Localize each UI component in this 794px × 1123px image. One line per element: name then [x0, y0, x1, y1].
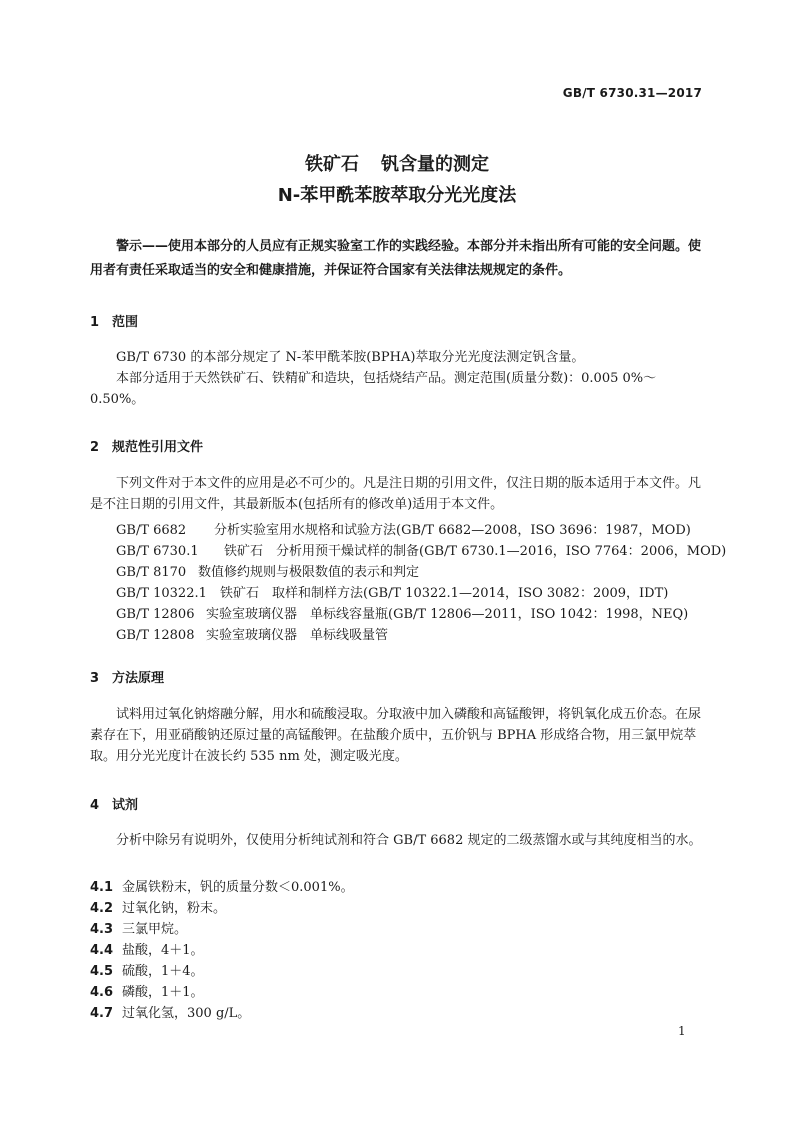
reference-title: 分析实验室用水规格和试验方法(GB/T 6682—2008，ISO 3696：1987，MOD)	[214, 523, 691, 538]
reference-title: 实验室玻璃仪器 单标线容量瓶(GB/T 12806—2011，ISO 1042：1998，NEQ)	[206, 607, 689, 622]
paragraph-text: 试料用过氧化钠熔融分解，用水和硫酸浸取。分取液中加入磷酸和高锰酸钾，将钒氧化成五价态。在尿素存在下，用亚硝酸钠还原过量的高锰酸钾。在盐酸介质中，五价钒与 BPHA 形成络合物，用三氯甲烷萃取。用分光光度计在波长约 535 nm 处，测定吸光度。	[90, 707, 702, 764]
reference-title: 铁矿石 分析用预干燥试样的制备(GB/T 6730.1—2016，ISO 7764：2006，MOD)	[224, 544, 727, 559]
reagent-text: 三氯甲烷。	[122, 922, 188, 937]
section-3-paragraph-1	[90, 705, 708, 767]
reagent-text: 硫酸，1＋4。	[122, 964, 204, 979]
document-title-line1	[0, 150, 794, 176]
section-number: 1	[90, 315, 100, 330]
section-number: 2	[90, 440, 100, 455]
reference-code: GB/T 8170	[116, 565, 187, 580]
reference-code: GB/T 6682	[116, 523, 187, 538]
page-number: 1	[678, 1024, 686, 1038]
section-4-paragraph-1	[90, 831, 708, 852]
paragraph-text: 分析中除另有说明外，仅使用分析纯试剂和符合 GB/T 6682 规定的二级蒸馏水或与其纯度相当的水。	[116, 833, 702, 848]
reagent-number: 4.4	[90, 943, 114, 958]
section-1-heading	[90, 311, 138, 330]
reagent-item	[90, 876, 354, 895]
paragraph-text: 下列文件对于本文件的应用是必不可少的。凡是注日期的引用文件，仅注日期的版本适用于本文件。凡是不注日期的引用文件，其最新版本(包括所有的修改单)适用于本文件。	[90, 476, 702, 512]
reference-code: GB/T 12808	[116, 628, 195, 643]
section-2-paragraph-1	[90, 474, 708, 516]
reference-item	[116, 561, 419, 580]
reagent-item	[90, 981, 204, 1000]
paragraph-text: GB/T 6730 的本部分规定了 N-苯甲酰苯胺(BPHA)萃取分光光度法测定钒含量。	[116, 350, 585, 365]
title-part2: 钒含量的测定	[381, 154, 489, 175]
reference-item	[116, 603, 688, 622]
reagent-text: 磷酸，1＋1。	[122, 985, 204, 1000]
reagent-number: 4.7	[90, 1006, 114, 1021]
warning-paragraph	[90, 235, 706, 282]
reference-title: 铁矿石 取样和制样方法(GB/T 10322.1—2014，ISO 3082：2009，IDT)	[220, 586, 669, 601]
reference-code: GB/T 10322.1	[116, 586, 207, 601]
reagent-item	[90, 897, 226, 916]
section-title: 范围	[112, 315, 139, 330]
reagent-item	[90, 939, 204, 958]
section-1-paragraph-1	[90, 348, 708, 369]
reference-title: 实验室玻璃仪器 单标线吸量管	[206, 628, 389, 643]
paragraph-text: 本部分适用于天然铁矿石、铁精矿和造块，包括烧结产品。测定范围(质量分数)：0.005 0%～0.50%。	[90, 371, 657, 407]
reagent-number: 4.1	[90, 880, 114, 895]
reagent-text: 盐酸，4＋1。	[122, 943, 204, 958]
section-title: 方法原理	[112, 671, 165, 686]
reagent-text: 过氧化氢，300 g/L。	[122, 1006, 251, 1021]
reagent-text: 金属铁粉末，钒的质量分数＜0.001%。	[122, 880, 354, 895]
reference-code: GB/T 12806	[116, 607, 195, 622]
reagent-item	[90, 1002, 250, 1021]
reagent-number: 4.6	[90, 985, 114, 1000]
section-1-paragraph-2	[90, 369, 708, 411]
reagent-item	[90, 960, 204, 979]
reference-code: GB/T 6730.1	[116, 544, 199, 559]
reagent-number: 4.5	[90, 964, 114, 979]
reagent-number: 4.2	[90, 901, 114, 916]
warning-text: 警示——使用本部分的人员应有正规实验室工作的实践经验。本部分并未指出所有可能的安全问题。使用者有责任采取适当的安全和健康措施，并保证符合国家有关法律法规规定的条件。	[90, 239, 702, 278]
title-part1: 铁矿石	[305, 154, 359, 175]
section-number: 4	[90, 798, 100, 813]
reagent-item	[90, 918, 187, 937]
reagent-text: 过氧化钠，粉末。	[122, 901, 227, 916]
reference-item	[116, 540, 726, 559]
reference-item	[116, 519, 691, 538]
section-4-heading	[90, 794, 138, 813]
section-number: 3	[90, 671, 100, 686]
reference-title: 数值修约规则与极限数值的表示和判定	[198, 565, 420, 580]
section-2-heading	[90, 436, 203, 455]
section-title: 规范性引用文件	[112, 440, 204, 455]
section-3-heading	[90, 667, 164, 686]
reference-item	[116, 624, 388, 643]
reagent-number: 4.3	[90, 922, 114, 937]
standard-number: GB/T 6730.31—2017	[562, 86, 702, 100]
document-title-line2: N-苯甲酰苯胺萃取分光光度法	[277, 185, 517, 206]
section-title: 试剂	[112, 798, 139, 813]
reference-item	[116, 582, 668, 601]
